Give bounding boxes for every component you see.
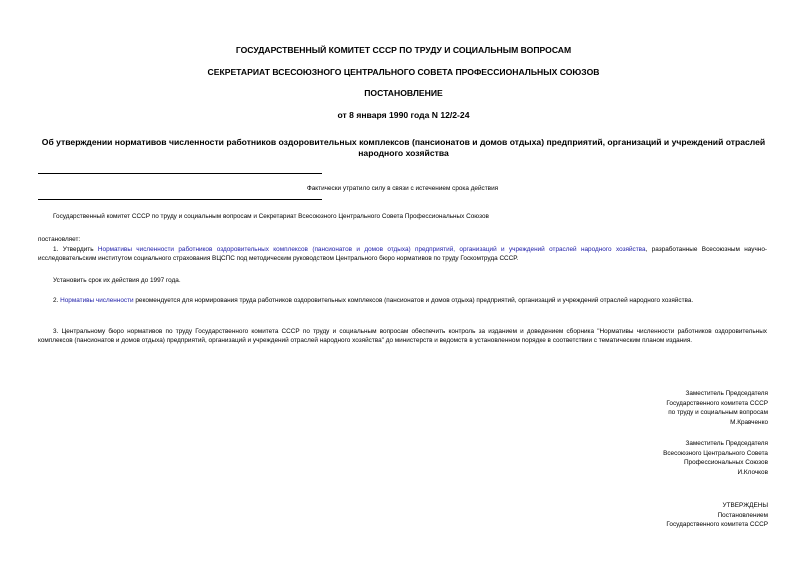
approval-block: [508, 501, 768, 530]
status-note: Фактически утратило силу в связи с истечением срока действия: [306, 185, 499, 192]
approval-line-2: Государственного комитета СССР: [666, 521, 768, 529]
signature-name: И.Клочков: [737, 468, 768, 476]
item-1-prefix: 1. Утвердить: [53, 246, 98, 253]
signature-organization: Всесоюзного Центрального Совета: [663, 449, 768, 457]
bottom-divider: [38, 199, 322, 200]
issuer-committee: ГОСУДАРСТВЕННЫЙ КОМИТЕТ СССР ПО ТРУДУ И СОЦИАЛЬНЫМ ВОПРОСАМ: [235, 45, 572, 55]
item-3-paragraph: 3. Центральному бюро нормативов по труду Государственного комитета СССР по труду и социальным вопросам обеспечить контроль за изданием и доведением сборника "Нормативы численности работников оздоровительных комплексов (пансионатов и домов отдыха) предприятий, организаций и учреждений отраслей народного хозяйства" до министерств и ведомств в установленном порядке в соответствии с тематическим планом издания.: [38, 328, 767, 344]
signature-organization: Государственного комитета СССР: [666, 399, 768, 407]
signature-name: М.Кравченко: [730, 418, 768, 426]
signature-organization-2: по труду и социальным вопросам: [668, 409, 768, 417]
top-divider: [38, 173, 322, 174]
signature-organization-2: Профессиональных Союзов: [683, 459, 768, 467]
norms-link[interactable]: Нормативы численности работников оздоровительных комплексов (пансионатов и домов отдыха) предприятий, организаций и учреждений отраслей народного хозяйства: [97, 246, 646, 253]
document-type: ПОСТАНОВЛЕНИЕ: [364, 88, 443, 98]
item-1-suffix: , разработанные Всесоюзным научно-исследовательским институтом социального страхования ВЦСПС под методическим руководством Центрального бюро нормативов по труду Госкомтруда СССР.: [38, 246, 768, 262]
signature-position: Заместитель Председателя: [685, 390, 768, 397]
issuer-secretariat: СЕКРЕТАРИАТ ВСЕСОЮЗНОГО ЦЕНТРАЛЬНОГО СОВЕТА ПРОФЕССИОНАЛЬНЫХ СОЮЗОВ: [207, 67, 600, 77]
item-1-paragraph: [38, 245, 767, 263]
intro-paragraph: Государственный комитет СССР по труду и социальным вопросам и Секретариат Всесоюзного Центрального Совета Профессиональных Союзов: [53, 213, 489, 220]
document-date-number: от 8 января 1990 года N 12/2-24: [337, 110, 470, 120]
signature-position: Заместитель Председателя: [685, 440, 768, 447]
approval-heading: УТВЕРЖДЕНЫ: [722, 502, 768, 509]
approval-line: Постановлением: [717, 511, 768, 519]
resolves-text: постановляет:: [38, 236, 81, 243]
item-2-suffix: рекомендуется для нормирования труда работников оздоровительных комплексов (пансионатов и домов отдыха) предприятий, организаций и учреждений отраслей народного хозяйства.: [133, 297, 694, 304]
document-title: Об утверждении нормативов численности работников оздоровительных комплексов (пансионатов и домов отдыха) предприятий, организаций и учреждений отраслей народного хозяйства: [41, 137, 766, 158]
term-paragraph: Установить срок их действия до 1997 года.: [53, 277, 181, 284]
item-2-prefix: 2.: [53, 297, 61, 304]
item-2-paragraph: [38, 296, 767, 305]
norms-short-link[interactable]: Нормативы численности: [60, 297, 134, 304]
signature-block-vcsps: [508, 439, 768, 477]
signature-block-goskomtrud: [508, 389, 768, 427]
